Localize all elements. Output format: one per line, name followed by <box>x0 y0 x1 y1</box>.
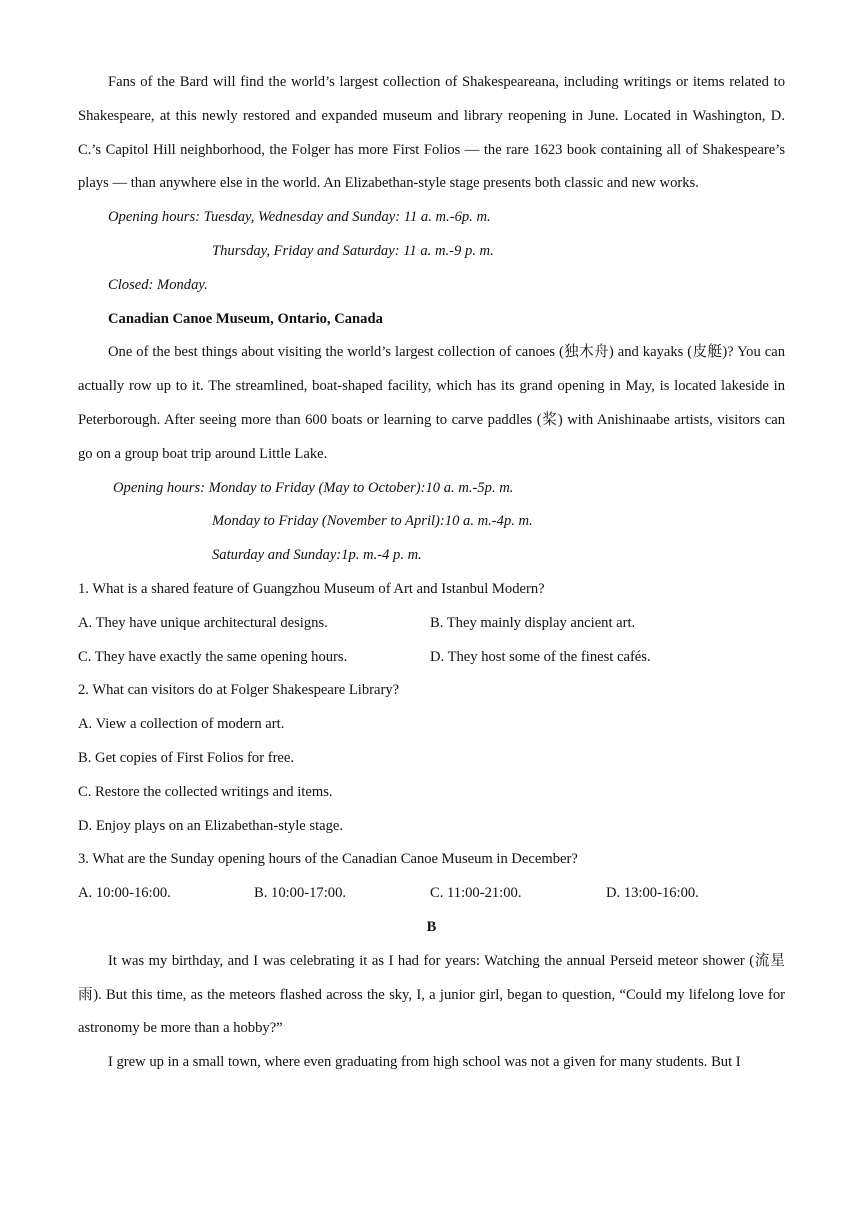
question-3-stem: 3. What are the Sunday opening hours of the Canadian Canoe Museum in December? <box>78 851 578 868</box>
canoe-museum-heading: Canadian Canoe Museum, Ontario, Canada <box>108 310 383 327</box>
question-2-stem: 2. What can visitors do at Folger Shakespeare Library? <box>78 682 400 699</box>
canoe-opening-hours-1: Opening hours: Monday to Friday (May to October):10 a. m.-5p. m. <box>113 479 514 496</box>
question-3-option-d: D. 13:00-16:00. <box>606 885 699 902</box>
section-b-heading: B <box>426 918 437 935</box>
folger-opening-hours-1: Opening hours: Tuesday, Wednesday and Sunday: 11 a. m.-6p. m. <box>108 209 491 226</box>
question-2-option-b: B. Get copies of First Folios for free. <box>78 749 295 766</box>
question-1-option-d: D. They host some of the finest cafés. <box>430 648 651 665</box>
question-1-option-a: A. They have unique architectural designs. <box>78 614 328 631</box>
section-b-paragraph-1: It was my birthday, and I was celebrating it as I had for years: Watching the annual Perseid meteor shower (流星雨). But this time, as the meteors flashed across the sky, I, a junior girl, began to question, “Could my lifelong love for astronomy be more than a hobby?” <box>78 952 785 1037</box>
question-1-options-row-2 <box>78 641 785 675</box>
canoe-opening-hours-3: Saturday and Sunday:1p. m.-4 p. m. <box>212 547 422 564</box>
question-2-option-c: C. Restore the collected writings and items. <box>78 783 333 800</box>
question-1-options-row-1 <box>78 607 785 641</box>
folger-closed-day: Closed: Monday. <box>108 276 208 293</box>
question-3-option-b: B. 10:00-17:00. <box>254 885 347 902</box>
question-1-stem: 1. What is a shared feature of Guangzhou Museum of Art and Istanbul Modern? <box>78 580 545 597</box>
question-2-option-a: A. View a collection of modern art. <box>78 716 285 733</box>
folger-description: Fans of the Bard will find the world’s largest collection of Shakespeareana, including writings or items related to Shakespeare, at this newly restored and expanded museum and library reopening in June. Located in Washington, D. C.’s Capitol Hill neighborhood, the Folger has more First Folios — the rare 1623 book containing all of Shakespeare’s plays — than anywhere else in the world. An Elizabethan-style stage presents both classic and new works. <box>78 74 785 192</box>
question-2-option-d: D. Enjoy plays on an Elizabethan-style stage. <box>78 817 344 834</box>
section-b-paragraph-2: I grew up in a small town, where even graduating from high school was not a given for many students. But I <box>108 1054 741 1071</box>
question-3-option-c: C. 11:00-21:00. <box>430 885 522 902</box>
document-page <box>78 66 785 1080</box>
canoe-description: One of the best things about visiting the world’s largest collection of canoes (独木舟) and kayaks (皮艇)? You can actually row up to it. The streamlined, boat-shaped facility, which has its grand opening in May, is located lakeside in Peterborough. After seeing more than 600 boats or learning to carve paddles (桨) with Anishinaabe artists, visitors can go on a group boat trip around Little Lake. <box>78 344 785 462</box>
question-3-option-a: A. 10:00-16:00. <box>78 885 171 902</box>
question-1-option-c: C. They have exactly the same opening hours. <box>78 648 348 665</box>
folger-opening-hours-2: Thursday, Friday and Saturday: 11 a. m.-9 p. m. <box>212 242 494 259</box>
question-1-option-b: B. They mainly display ancient art. <box>430 614 636 631</box>
canoe-opening-hours-2: Monday to Friday (November to April):10 a. m.-4p. m. <box>212 513 533 530</box>
question-3-options-row <box>78 877 785 911</box>
